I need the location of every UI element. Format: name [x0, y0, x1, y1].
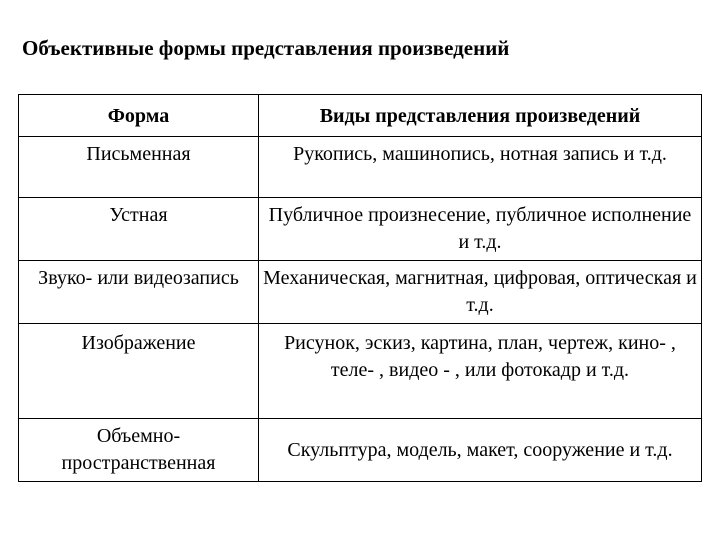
- cell-kinds: Рисунок, эскиз, картина, план, чертеж, кино- , теле- , видео - , или фотокадр и т.д.: [259, 324, 702, 419]
- header-kinds: Виды представления произведений: [259, 95, 702, 137]
- table-row: [19, 198, 702, 261]
- cell-kinds: Механическая, магнитная, цифровая, оптическая и т.д.: [259, 261, 702, 324]
- cell-form: Объемно-пространственная: [19, 419, 259, 482]
- cell-form: Письменная: [19, 137, 259, 198]
- table-row: [19, 419, 702, 482]
- header-form: Форма: [19, 95, 259, 137]
- cell-kinds: Рукопись, машинопись, нотная запись и т.д.: [259, 137, 702, 198]
- table-row: [19, 324, 702, 419]
- table-header-row: [19, 95, 702, 137]
- cell-kinds: Скульптура, модель, макет, сооружение и т.д.: [259, 419, 702, 482]
- forms-table: [18, 94, 702, 482]
- table-row: [19, 137, 702, 198]
- cell-form: Звуко- или видеозапись: [19, 261, 259, 324]
- table-row: [19, 261, 702, 324]
- cell-kinds: Публичное произнесение, публичное исполнение и т.д.: [259, 198, 702, 261]
- cell-form: Изображение: [19, 324, 259, 419]
- page-title: Объективные формы представления произведений: [22, 36, 510, 60]
- cell-form: Устная: [19, 198, 259, 261]
